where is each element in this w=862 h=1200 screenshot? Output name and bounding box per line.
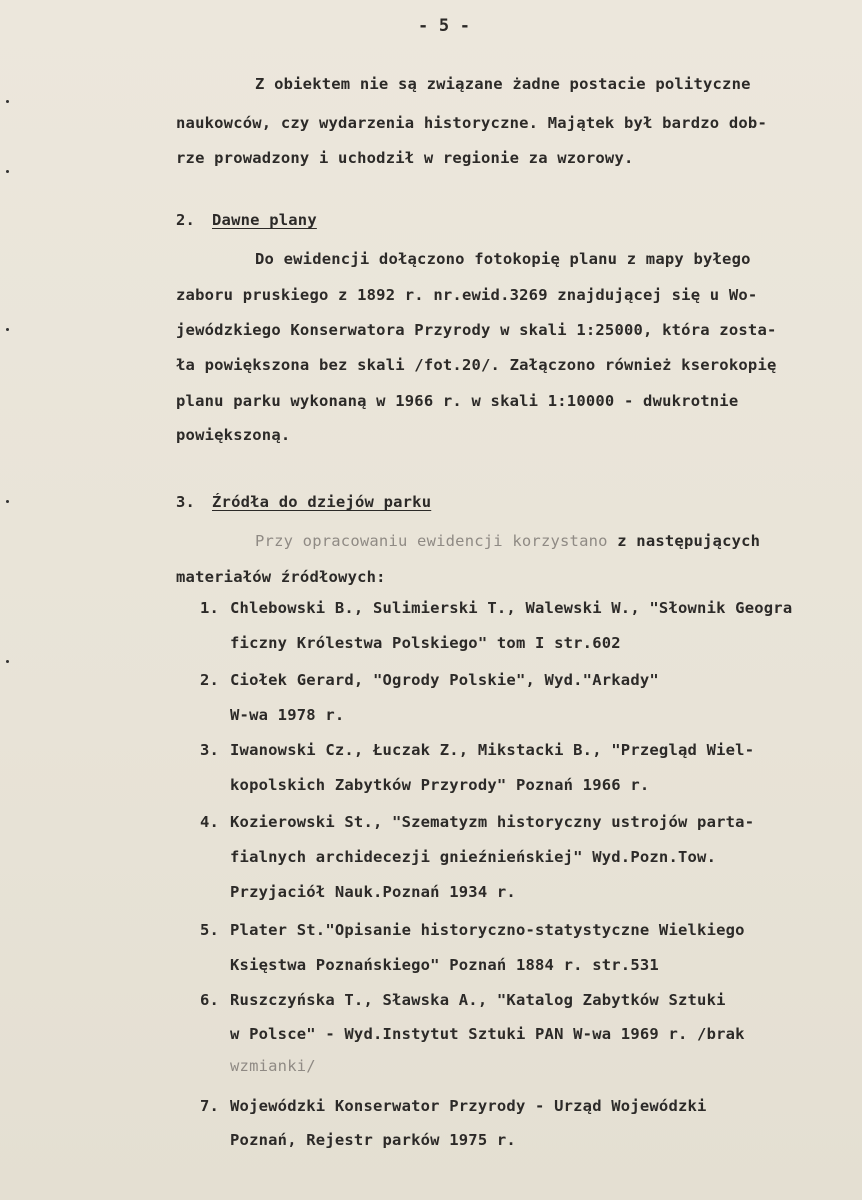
source-2-line-2: W-wa 1978 r. (230, 706, 345, 724)
section-2-line-2: zaboru pruskiego z 1892 r. nr.ewid.3269 znajdującej się u Wo- (176, 286, 758, 304)
source-6-number: 6. (200, 991, 220, 1009)
source-5-line-2: Księstwa Poznańskiego" Poznań 1884 r. str.531 (230, 956, 659, 974)
source-4-line-3: Przyjaciół Nauk.Poznań 1934 r. (230, 883, 516, 901)
margin-mark (6, 500, 9, 503)
section-3-intro-line-1 (255, 531, 760, 551)
section-3-heading: Źródła do dziejów parku (212, 493, 432, 511)
source-7-line-2: Poznań, Rejestr parków 1975 r. (230, 1131, 516, 1149)
source-4-number: 4. (200, 813, 220, 831)
section-3-intro-line-2: materiałów źródłowych: (176, 568, 386, 586)
intro-line-2: naukowców, czy wydarzenia historyczne. Majątek był bardzo dob- (176, 114, 767, 132)
source-4-line-1: Kozierowski St., "Szematyzm historyczny ustrojów parta- (230, 813, 755, 831)
source-7-line-1: Wojewódzki Konserwator Przyrody - Urząd Wojewódzki (230, 1097, 707, 1115)
source-7-number: 7. (200, 1097, 220, 1115)
margin-mark (6, 328, 9, 331)
source-1-line-1: Chlebowski B., Sulimierski T., Walewski W., "Słownik Geogra (230, 599, 793, 617)
page-number: - 5 - (418, 16, 471, 36)
section-2-line-5: planu parku wykonaną w 1966 r. w skali 1:10000 - dwukrotnie (176, 392, 739, 410)
margin-mark (6, 100, 9, 103)
source-3-line-1: Iwanowski Cz., Łuczak Z., Mikstacki B., "Przegląd Wiel- (230, 741, 755, 759)
source-3-number: 3. (200, 741, 220, 759)
source-2-line-1: Ciołek Gerard, "Ogrody Polskie", Wyd."Arkady" (230, 671, 659, 689)
section-3-intro-rest: z następujących (607, 532, 761, 550)
section-3-intro-faint: Przy opracowaniu ewidencji korzystano (255, 532, 608, 550)
margin-mark (6, 660, 9, 663)
section-2-line-1: Do ewidencji dołączono fotokopię planu z mapy byłego (255, 250, 751, 268)
source-6-line-2: w Polsce" - Wyd.Instytut Sztuki PAN W-wa 1969 r. /brak (230, 1025, 745, 1043)
source-5-line-1: Plater St."Opisanie historyczno-statystyczne Wielkiego (230, 921, 745, 939)
source-6-line-3: wzmianki/ (230, 1057, 316, 1075)
section-2-heading: Dawne plany (212, 211, 317, 229)
section-2-number: 2. (176, 211, 196, 229)
source-1-number: 1. (200, 599, 220, 617)
source-5-number: 5. (200, 921, 220, 939)
source-2-number: 2. (200, 671, 220, 689)
section-2-line-4: ła powiększona bez skali /fot.20/. Załączono również kserokopię (176, 356, 777, 374)
source-4-line-2: fialnych archidecezji gnieźnieńskiej" Wyd.Pozn.Tow. (230, 848, 717, 866)
source-6-line-1: Ruszczyńska T., Sławska A., "Katalog Zabytków Sztuki (230, 991, 726, 1009)
margin-mark (6, 170, 9, 173)
intro-line-3: rze prowadzony i uchodził w regionie za wzorowy. (176, 149, 634, 167)
section-3-number: 3. (176, 493, 196, 511)
source-3-line-2: kopolskich Zabytków Przyrody" Poznań 1966 r. (230, 776, 650, 794)
source-1-line-2: ficzny Królestwa Polskiego" tom I str.602 (230, 634, 621, 652)
intro-line-1: Z obiektem nie są związane żadne postacie polityczne (255, 75, 751, 93)
section-2-line-6: powiększoną. (176, 426, 291, 444)
section-2-line-3: jewódzkiego Konserwatora Przyrody w skali 1:25000, która zosta- (176, 321, 777, 339)
